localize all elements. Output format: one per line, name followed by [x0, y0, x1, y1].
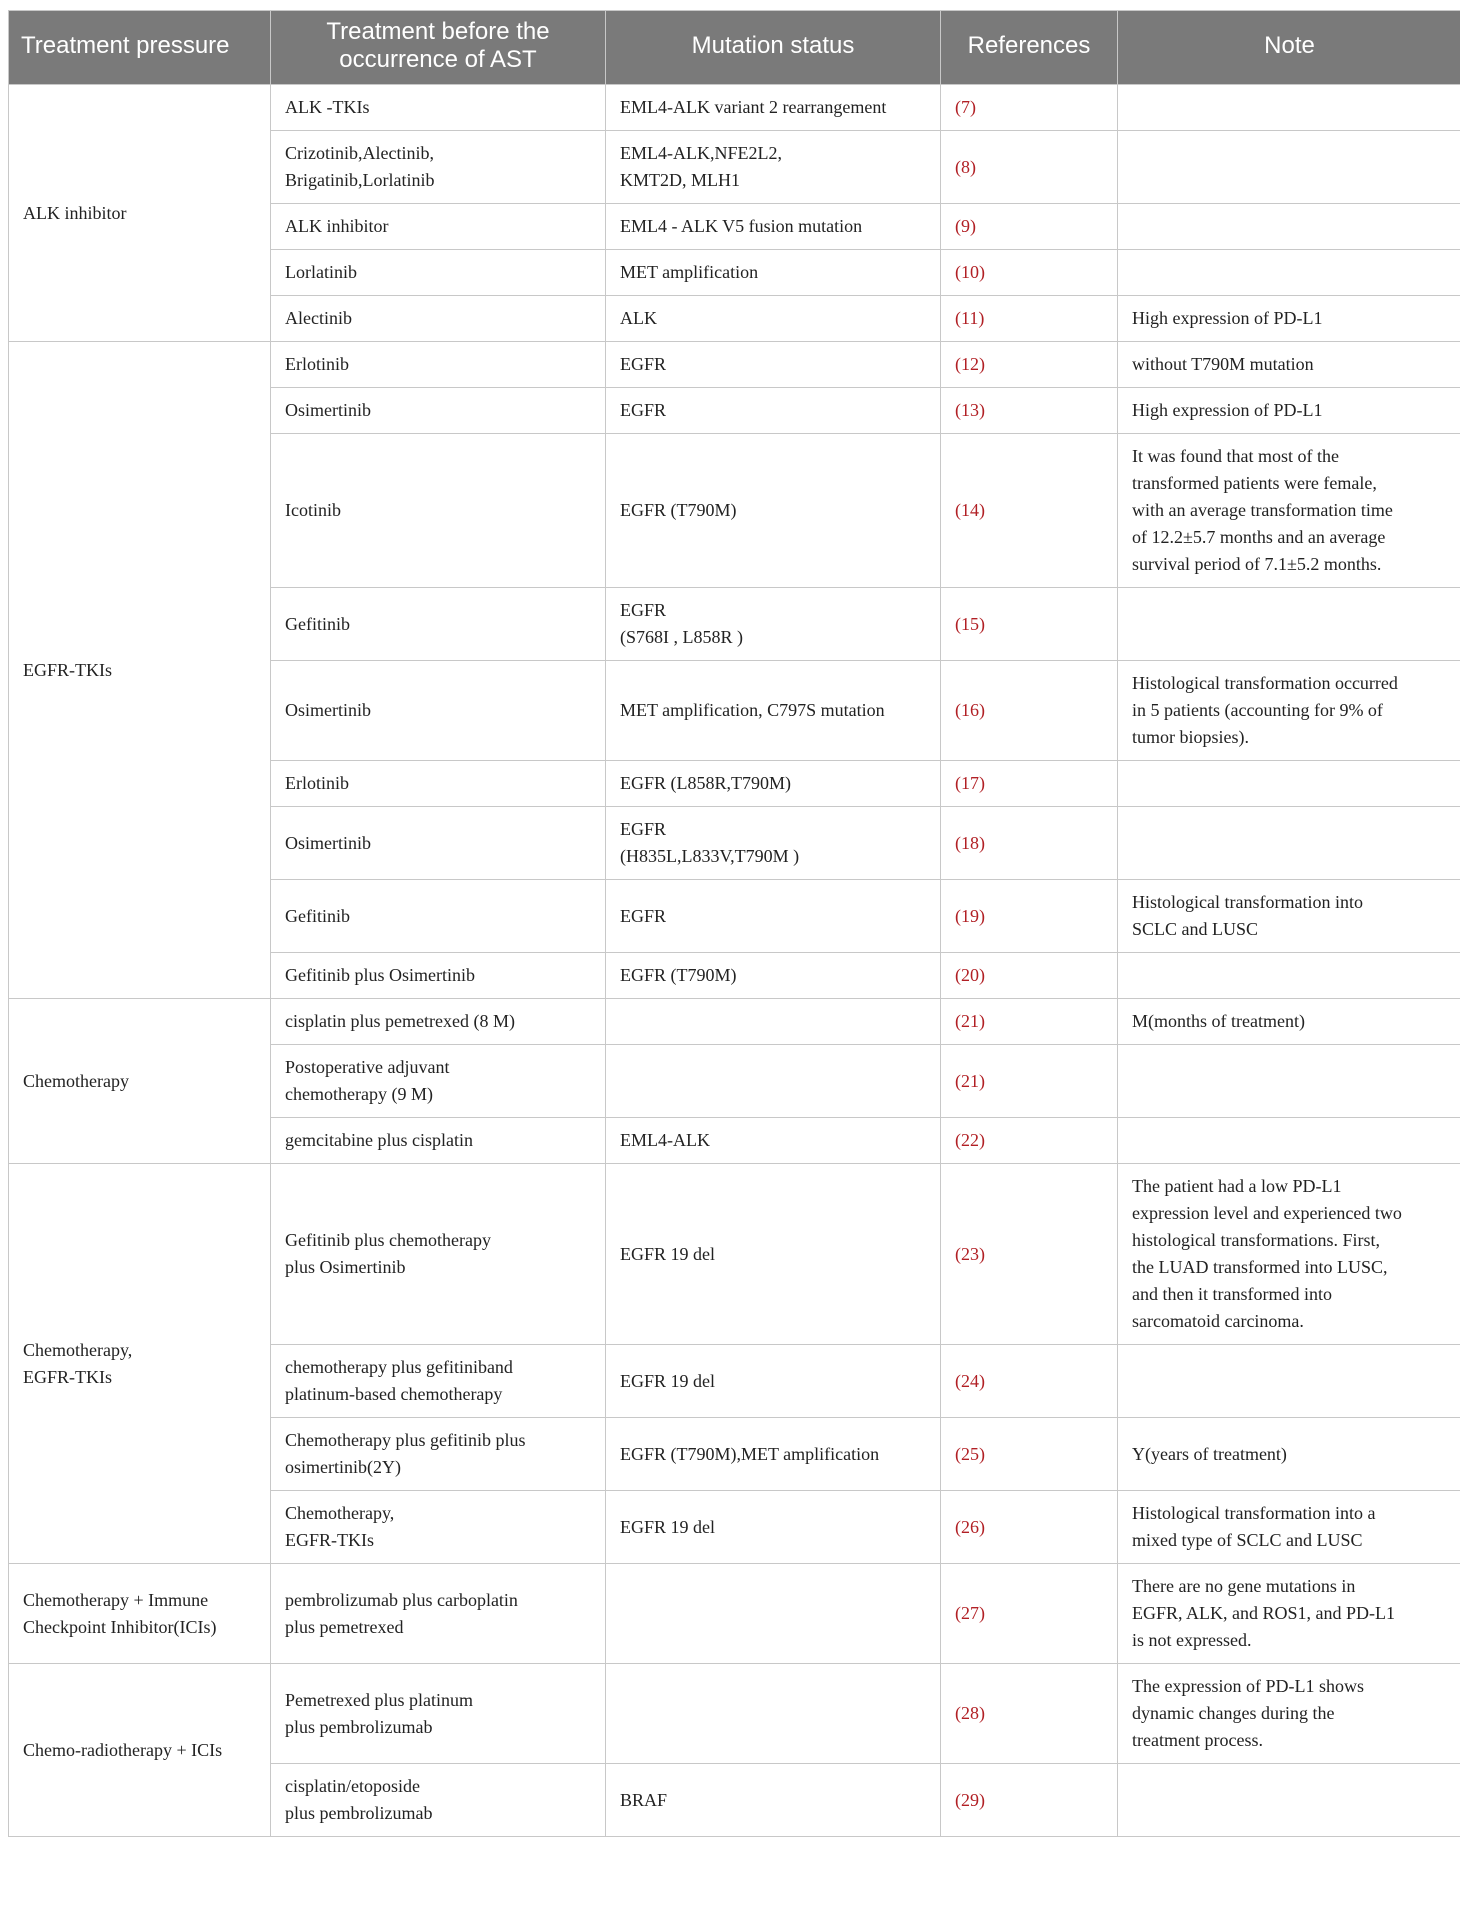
treatment-pressure-cell: Chemo-radiotherapy + ICIs [9, 1664, 271, 1837]
note-cell [1118, 1118, 1460, 1164]
note-cell: High expression of PD-L1 [1118, 388, 1460, 434]
mutation-status-cell: EGFR 19 del [606, 1164, 941, 1345]
treatment-cell: ALK inhibitor [271, 204, 606, 250]
reference-cell[interactable]: (24) [941, 1345, 1118, 1418]
mutation-status-cell: EGFR [606, 342, 941, 388]
treatment-cell: Alectinib [271, 296, 606, 342]
reference-cell[interactable]: (16) [941, 661, 1118, 761]
treatment-cell: Chemotherapy plus gefitinib plus osimertinib(2Y) [271, 1418, 606, 1491]
table-row [9, 1664, 1460, 1764]
mutation-status-cell: EGFR (T790M) [606, 953, 941, 999]
table-body [9, 85, 1460, 1837]
note-cell [1118, 250, 1460, 296]
reference-cell[interactable]: (15) [941, 588, 1118, 661]
mutation-status-cell: EGFR (T790M),MET amplification [606, 1418, 941, 1491]
treatment-pressure-cell: Chemotherapy, EGFR-TKIs [9, 1164, 271, 1564]
treatment-cell: Gefitinib [271, 880, 606, 953]
mutation-status-cell: ALK [606, 296, 941, 342]
note-cell [1118, 761, 1460, 807]
treatment-cell: ALK -TKIs [271, 85, 606, 131]
mutation-status-cell: EGFR 19 del [606, 1491, 941, 1564]
mutation-status-cell: EML4 - ALK V5 fusion mutation [606, 204, 941, 250]
treatment-cell: Osimertinib [271, 807, 606, 880]
reference-cell[interactable]: (21) [941, 1045, 1118, 1118]
note-cell: Histological transformation into SCLC and LUSC [1118, 880, 1460, 953]
treatment-cell: Erlotinib [271, 761, 606, 807]
mutation-status-cell: EGFR [606, 880, 941, 953]
treatment-cell: Erlotinib [271, 342, 606, 388]
note-cell [1118, 131, 1460, 204]
mutation-status-cell: EGFR (S768I , L858R ) [606, 588, 941, 661]
reference-cell[interactable]: (13) [941, 388, 1118, 434]
treatment-cell: cisplatin/etoposide plus pembrolizumab [271, 1764, 606, 1837]
mutation-status-cell: EGFR (H835L,L833V,T790M ) [606, 807, 941, 880]
reference-cell[interactable]: (10) [941, 250, 1118, 296]
note-cell: Histological transformation occurred in 5 patients (accounting for 9% of tumor biopsies). [1118, 661, 1460, 761]
treatment-pressure-cell: ALK inhibitor [9, 85, 271, 342]
reference-cell[interactable]: (14) [941, 434, 1118, 588]
note-cell: without T790M mutation [1118, 342, 1460, 388]
reference-cell[interactable]: (9) [941, 204, 1118, 250]
mutation-status-cell: BRAF [606, 1764, 941, 1837]
mutation-status-cell [606, 1045, 941, 1118]
treatment-cell: Gefitinib [271, 588, 606, 661]
note-cell: It was found that most of the transformed patients were female, with an average transformation time of 12.2±5.7 months and an average survival period of 7.1±5.2 months. [1118, 434, 1460, 588]
note-cell [1118, 953, 1460, 999]
header-row [9, 11, 1460, 85]
treatment-cell: Osimertinib [271, 661, 606, 761]
mutation-status-cell: EML4-ALK [606, 1118, 941, 1164]
note-cell: High expression of PD-L1 [1118, 296, 1460, 342]
reference-cell[interactable]: (29) [941, 1764, 1118, 1837]
treatment-pressure-cell: Chemotherapy [9, 999, 271, 1164]
reference-cell[interactable]: (7) [941, 85, 1118, 131]
note-cell: M(months of treatment) [1118, 999, 1460, 1045]
note-cell: The expression of PD-L1 shows dynamic changes during the treatment process. [1118, 1664, 1460, 1764]
mutation-status-cell: EML4-ALK variant 2 rearrangement [606, 85, 941, 131]
mutation-status-cell: MET amplification, C797S mutation [606, 661, 941, 761]
treatment-cell: gemcitabine plus cisplatin [271, 1118, 606, 1164]
reference-cell[interactable]: (26) [941, 1491, 1118, 1564]
table-header [9, 11, 1460, 85]
mutation-status-cell: EML4-ALK,NFE2L2, KMT2D, MLH1 [606, 131, 941, 204]
treatment-cell: Gefitinib plus Osimertinib [271, 953, 606, 999]
treatment-pressure-cell: EGFR-TKIs [9, 342, 271, 999]
note-cell [1118, 1764, 1460, 1837]
reference-cell[interactable]: (27) [941, 1564, 1118, 1664]
note-cell: Histological transformation into a mixed type of SCLC and LUSC [1118, 1491, 1460, 1564]
reference-cell[interactable]: (18) [941, 807, 1118, 880]
note-cell [1118, 1045, 1460, 1118]
reference-cell[interactable]: (21) [941, 999, 1118, 1045]
note-cell: Y(years of treatment) [1118, 1418, 1460, 1491]
reference-cell[interactable]: (28) [941, 1664, 1118, 1764]
reference-cell[interactable]: (19) [941, 880, 1118, 953]
table-row [9, 1564, 1460, 1664]
header-treatment-pressure: Treatment pressure [9, 11, 271, 85]
treatment-cell: Icotinib [271, 434, 606, 588]
header-references: References [941, 11, 1118, 85]
reference-cell[interactable]: (11) [941, 296, 1118, 342]
reference-cell[interactable]: (25) [941, 1418, 1118, 1491]
note-cell [1118, 1345, 1460, 1418]
table-row [9, 342, 1460, 388]
note-cell [1118, 588, 1460, 661]
mutation-status-cell: EGFR 19 del [606, 1345, 941, 1418]
note-cell [1118, 204, 1460, 250]
treatment-cell: Chemotherapy, EGFR-TKIs [271, 1491, 606, 1564]
ast-treatment-table [8, 10, 1460, 1837]
treatment-cell: Lorlatinib [271, 250, 606, 296]
reference-cell[interactable]: (20) [941, 953, 1118, 999]
mutation-status-cell [606, 1564, 941, 1664]
header-note: Note [1118, 11, 1460, 85]
treatment-cell: Postoperative adjuvant chemotherapy (9 M) [271, 1045, 606, 1118]
treatment-cell: pembrolizumab plus carboplatin plus pemetrexed [271, 1564, 606, 1664]
mutation-status-cell: EGFR [606, 388, 941, 434]
header-mutation-status: Mutation status [606, 11, 941, 85]
reference-cell[interactable]: (23) [941, 1164, 1118, 1345]
table-row [9, 1164, 1460, 1345]
reference-cell[interactable]: (17) [941, 761, 1118, 807]
reference-cell[interactable]: (12) [941, 342, 1118, 388]
treatment-pressure-cell: Chemotherapy + Immune Checkpoint Inhibitor(ICIs) [9, 1564, 271, 1664]
mutation-status-cell [606, 999, 941, 1045]
mutation-status-cell [606, 1664, 941, 1764]
treatment-cell: Pemetrexed plus platinum plus pembrolizumab [271, 1664, 606, 1764]
note-cell [1118, 807, 1460, 880]
reference-cell[interactable]: (22) [941, 1118, 1118, 1164]
treatment-cell: Gefitinib plus chemotherapy plus Osimertinib [271, 1164, 606, 1345]
mutation-status-cell: MET amplification [606, 250, 941, 296]
note-cell: The patient had a low PD-L1 expression level and experienced two histological transformations. First, the LUAD transformed into LUSC, and then it transformed into sarcomatoid carcinoma. [1118, 1164, 1460, 1345]
treatment-cell: Crizotinib,Alectinib, Brigatinib,Lorlatinib [271, 131, 606, 204]
note-cell [1118, 85, 1460, 131]
header-treatment-before-ast: Treatment before the occurrence of AST [271, 11, 606, 85]
treatment-cell: Osimertinib [271, 388, 606, 434]
note-cell: There are no gene mutations in EGFR, ALK, and ROS1, and PD-L1 is not expressed. [1118, 1564, 1460, 1664]
mutation-status-cell: EGFR (L858R,T790M) [606, 761, 941, 807]
table-row [9, 999, 1460, 1045]
treatment-cell: chemotherapy plus gefitiniband platinum-based chemotherapy [271, 1345, 606, 1418]
mutation-status-cell: EGFR (T790M) [606, 434, 941, 588]
table-row [9, 85, 1460, 131]
treatment-cell: cisplatin plus pemetrexed (8 M) [271, 999, 606, 1045]
reference-cell[interactable]: (8) [941, 131, 1118, 204]
